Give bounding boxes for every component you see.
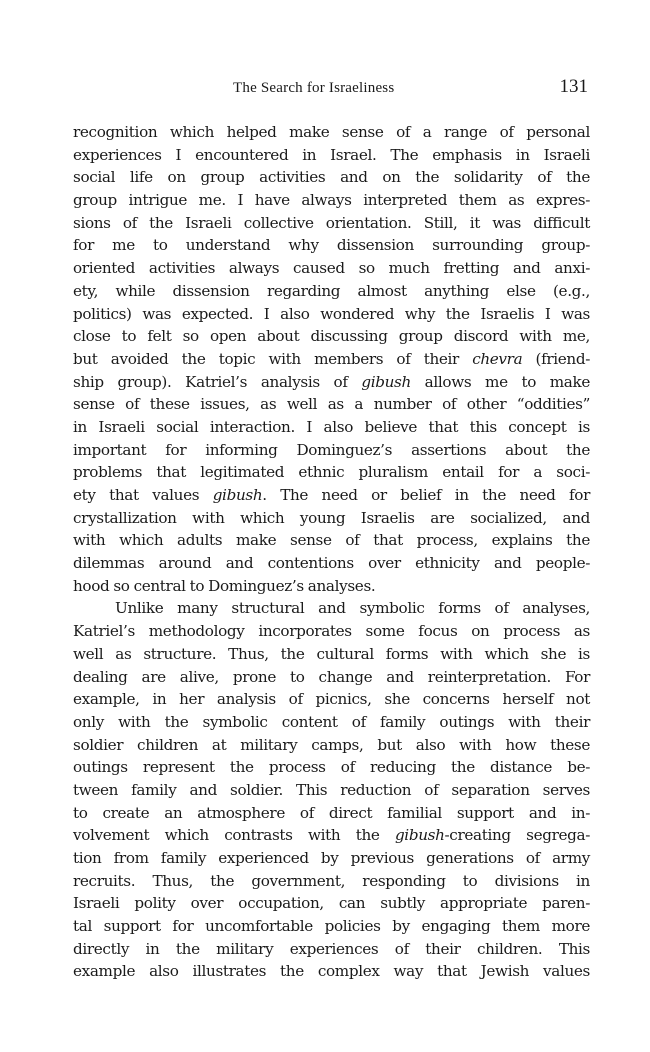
text-segment: crystallization with which young Israelis are socialized, and <box>73 508 590 527</box>
text-segment: well as structure. Thus, the cultural forms with which she is <box>73 644 590 663</box>
italic-term: gibush <box>361 372 411 391</box>
body-text <box>73 121 590 983</box>
text-segment: -creating segrega- <box>444 826 590 845</box>
text-line <box>73 507 590 530</box>
text-segment: tween family and soldier. This reduction of separation serves <box>73 780 590 799</box>
text-line <box>73 870 590 893</box>
text-line <box>73 439 590 462</box>
text-segment: for me to understand why dissension surrounding group- <box>73 236 590 255</box>
text-segment: problems that legitimated ethnic pluralism entail for a soci- <box>73 463 590 482</box>
text-line <box>73 938 590 961</box>
text-line <box>73 575 590 598</box>
text-segment: . The need or belief in the need for <box>262 486 590 504</box>
text-segment: experiences I encountered in Israel. The emphasis in Israeli <box>73 145 590 164</box>
text-line <box>73 166 590 189</box>
text-line <box>73 303 590 326</box>
text-segment: directly in the military experiences of their children. This <box>73 939 590 958</box>
text-line <box>73 802 590 825</box>
page-number: 131 <box>559 76 588 97</box>
text-line <box>73 144 590 167</box>
text-line <box>73 756 590 779</box>
text-line <box>73 189 590 212</box>
text-segment: ship group). Katriel’s analysis of <box>73 372 362 391</box>
text-line <box>73 915 590 938</box>
italic-term: gibush <box>394 826 445 845</box>
text-segment: only with the symbolic content of family outings with their <box>73 712 590 731</box>
text-line <box>73 711 590 734</box>
text-segment: dilemmas around and contentions over ethnicity and people- <box>73 554 590 573</box>
text-segment: politics) was expected. I also wondered why the Israelis I was <box>73 304 590 323</box>
text-segment: Katriel’s methodology incorporates some focus on process as <box>73 622 590 641</box>
text-segment: sions of the Israeli collective orientation. Still, it was difficult <box>73 213 590 232</box>
text-line <box>73 348 590 371</box>
text-segment: recruits. Thus, the government, responding to divisions in <box>73 871 590 890</box>
text-segment: to create an atmosphere of direct familial support and in- <box>73 803 590 822</box>
text-line <box>73 892 590 915</box>
italic-term: gibush <box>212 486 263 504</box>
text-segment: tion from family experienced by previous generations of army <box>73 849 590 867</box>
text-segment: in Israeli social interaction. I also believe that this concept is <box>73 417 590 436</box>
text-segment: hood so central to Dominguez’s analyses. <box>73 576 376 595</box>
text-segment: recognition which helped make sense of a range of personal <box>73 123 590 141</box>
text-line <box>73 597 590 620</box>
text-line <box>73 212 590 235</box>
text-segment: example also illustrates the complex way that Jewish values <box>73 962 590 981</box>
text-segment: ety that values <box>73 486 213 504</box>
text-line <box>73 734 590 757</box>
text-line <box>73 779 590 802</box>
text-segment: allows me to make <box>410 372 590 391</box>
text-line <box>73 529 590 552</box>
text-segment: oriented activities always caused so much fretting and anxi- <box>73 259 590 278</box>
paragraph <box>73 597 590 983</box>
text-segment: outings represent the process of reducing the distance be- <box>73 758 590 777</box>
text-segment: dealing are alive, prone to change and reinterpretation. For <box>73 667 590 686</box>
text-line <box>73 552 590 575</box>
text-line <box>73 393 590 416</box>
text-segment: close to felt so open about discussing group discord with me, <box>73 327 590 346</box>
text-segment: example, in her analysis of picnics, she concerns herself not <box>73 690 590 709</box>
text-segment: but avoided the topic with members of their <box>73 349 473 368</box>
text-line <box>73 688 590 711</box>
paragraph <box>73 121 590 597</box>
text-line <box>73 325 590 348</box>
text-line <box>73 371 590 394</box>
text-line <box>73 620 590 643</box>
text-line <box>73 847 590 870</box>
text-segment: group intrigue me. I have always interpreted them as expres- <box>73 191 590 210</box>
text-segment: (friend- <box>522 349 591 368</box>
text-segment: soldier children at military camps, but also with how these <box>73 735 590 754</box>
italic-term: chevra <box>472 349 523 368</box>
text-line <box>73 461 590 484</box>
text-segment: Unlike many structural and symbolic forms of analyses, <box>115 599 590 618</box>
text-segment: Israeli polity over occupation, can subtly appropriate paren- <box>73 894 590 913</box>
text-segment: tal support for uncomfortable policies by engaging them more <box>73 917 590 936</box>
text-line <box>73 280 590 303</box>
text-line <box>73 484 590 507</box>
text-segment: volvement which contrasts with the <box>73 826 395 845</box>
text-segment: sense of these issues, as well as a number of other “oddities” <box>73 395 590 414</box>
text-segment: social life on group activities and on the solidarity of the <box>73 168 590 187</box>
text-line <box>73 666 590 689</box>
text-segment: with which adults make sense of that process, explains the <box>73 531 590 550</box>
text-line <box>73 643 590 666</box>
text-segment: important for informing Dominguez’s assertions about the <box>73 440 590 459</box>
text-line <box>73 416 590 439</box>
text-line <box>73 960 590 983</box>
text-line <box>73 257 590 280</box>
running-title: The Search for Israeliness <box>233 80 395 96</box>
running-head <box>73 76 590 100</box>
text-segment: ety, while dissension regarding almost anything else (e.g., <box>73 281 590 300</box>
text-line <box>73 121 590 144</box>
text-line <box>73 824 590 847</box>
text-line <box>73 234 590 257</box>
